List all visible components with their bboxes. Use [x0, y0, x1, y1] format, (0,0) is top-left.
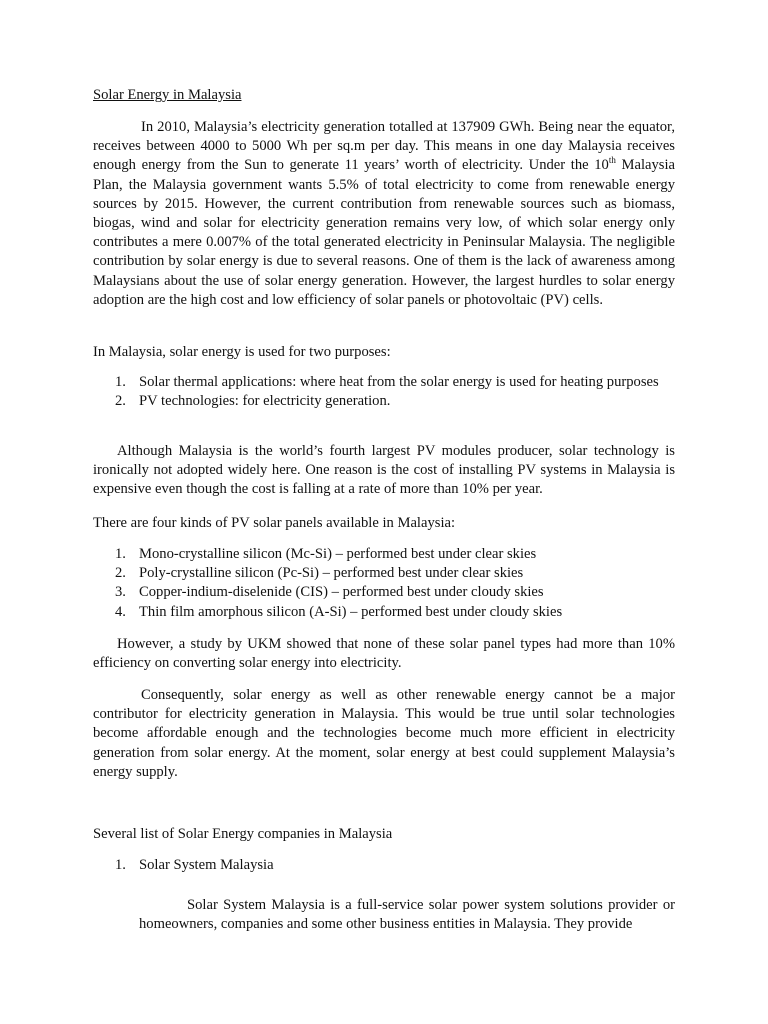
companies-list: [93, 856, 675, 875]
list-number: 1.: [115, 374, 126, 390]
companies-heading: Several list of Solar Energy companies in Malaysia: [93, 826, 393, 842]
list-text: Thin film amorphous silicon (A-Si) – performed best under cloudy skies: [139, 603, 563, 620]
list-text: Poly-crystalline silicon (Pc-Si) – performed best under clear skies: [139, 565, 524, 582]
list-item: [93, 856, 675, 875]
list-number: 2.: [115, 565, 126, 582]
list-item: [93, 583, 675, 602]
list-text: Copper-indium-diselenide (CIS) – performed best under cloudy skies: [139, 584, 544, 601]
list-text: Mono-crystalline silicon (Mc-Si) – performed best under clear skies: [139, 546, 537, 562]
intro-text-start: In 2010, Malaysia’s electricity generation totalled at 137909 GWh. Being near the equator, receives between 4000 to 5000 Wh per sq.m per day. This means in one day Malaysia receives enough energy from the Sun to generate 11 years’ worth of electricity. Under the 10: [93, 119, 675, 174]
company-description: Solar System Malaysia is a full-service solar power system solutions provider or homeowners, companies and some other business entities in Malaysia. They provide: [139, 897, 675, 933]
list-number: 1.: [115, 546, 126, 562]
pv-paragraph: Although Malaysia is the world’s fourth largest PV modules producer, solar technology is ironically not adopted widely here. One reason is the cost of installing PV systems in Malaysia is expensive even though the cost is falling at a rate of more than 10% per year.: [93, 443, 675, 498]
list-text: PV technologies: for electricity generation.: [139, 393, 391, 410]
list-number: 2.: [115, 393, 126, 410]
list-number: 4.: [115, 603, 126, 620]
list-text: Solar thermal applications: where heat from the solar energy is used for heating purposes: [139, 374, 659, 390]
list-item: [93, 603, 675, 622]
list-item: [93, 545, 675, 564]
intro-paragraph: [93, 118, 675, 310]
list-number: 1.: [115, 857, 126, 873]
ordinal-superscript: th: [608, 155, 616, 166]
intro-text-end: Malaysia Plan, the Malaysia government wants 5.5% of total electricity to come from renewable energy sources by 2015. However, the current contribution from renewable sources such as biomass, biogas, wind and solar for electricity generation remains very low, of which solar energy only contributes a mere 0.007% of the total generated electricity in Peninsular Malaysia. The negligible contribution by solar energy is due to several reasons. One of them is the lack of awareness among Malaysians about the use of solar energy generation. However, the largest hurdles to solar energy adoption are the high cost and low efficiency of solar panels or photovoltaic (PV) cells.: [93, 157, 675, 308]
list-number: 3.: [115, 584, 126, 601]
list-item: [93, 564, 675, 583]
purposes-intro: In Malaysia, solar energy is used for two purposes:: [93, 344, 391, 360]
purposes-list: [93, 373, 675, 411]
company-name: Solar System Malaysia: [139, 857, 274, 873]
list-item: [93, 373, 675, 392]
conclusion-paragraph: Consequently, solar energy as well as other renewable energy cannot be a major contributor for electricity generation in Malaysia. This would be true until solar technologies become affordable enough and the technologies become much more efficient in electricity generation from solar energy. At the moment, solar energy at best could supplement Malaysia’s energy supply.: [93, 687, 675, 780]
list-item: [93, 392, 675, 411]
document-title: Solar Energy in Malaysia: [93, 87, 242, 103]
ukm-paragraph: However, a study by UKM showed that none of these solar panel types had more than 10% efficiency on converting solar energy into electricity.: [93, 636, 675, 672]
panels-list: [93, 545, 675, 622]
panels-intro: There are four kinds of PV solar panels available in Malaysia:: [93, 515, 456, 531]
